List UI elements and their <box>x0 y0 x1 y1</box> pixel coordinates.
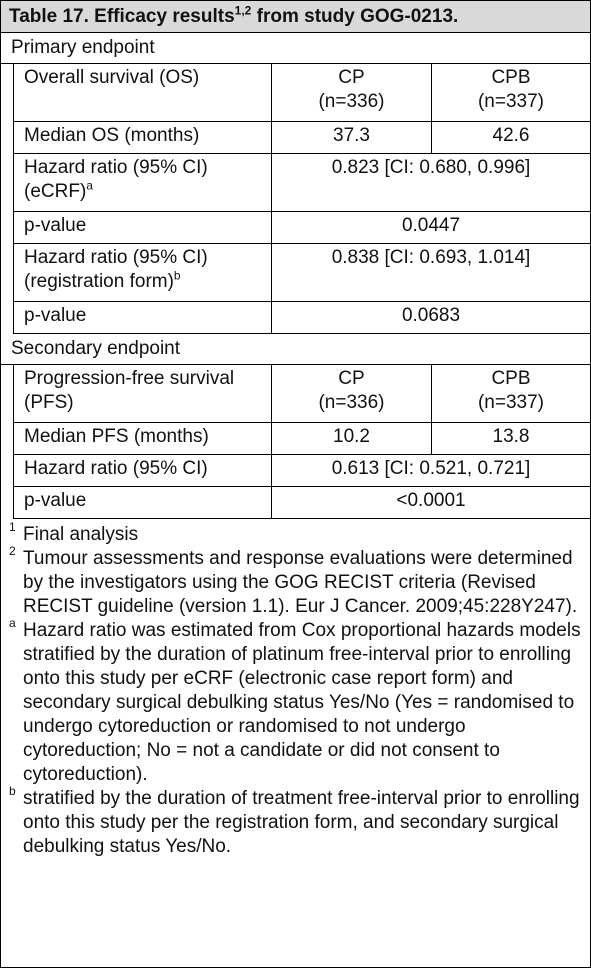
p-value-2: 0.0683 <box>401 305 461 326</box>
hr-ecrf-label-text: (eCRF) <box>24 181 87 202</box>
pfs-header-label <box>14 365 272 422</box>
footnote-1-text: Final analysis <box>23 524 139 545</box>
footnote-a-text: Hazard ratio was estimated from Cox proportional hazards models stratified by the duration of platinum free-interval prior to enrolling onto this study per eCRF (electronic case report form) and secondary surgical debulking status Yes/No (Yes = randomised to undergo cytoreduction or randomised to not undergo cytoreduction; No = not a candidate or did not consent to cytoreduction). <box>23 620 581 785</box>
pfs-header-label-line1: Progression-free survival <box>24 368 235 389</box>
p-value-1: 0.0447 <box>401 215 461 236</box>
os-header-label: Overall survival (OS) <box>14 64 272 121</box>
p-value-pfs-label: p-value <box>14 487 272 518</box>
footnote-a-mark: a <box>9 616 16 630</box>
median-pfs-cpb: 13.8 <box>492 426 530 447</box>
footnote-a <box>9 616 582 787</box>
p-value-row-1 <box>14 212 590 244</box>
footnote-2 <box>9 544 582 619</box>
hr-registration-footnote-mark: b <box>173 268 181 283</box>
p-value-pfs-row <box>14 487 590 519</box>
cpb-header-name: CPB <box>491 67 531 88</box>
hr-pfs-value: 0.613 [CI: 0.521, 0.721] <box>331 458 531 479</box>
footnote-1 <box>9 520 582 547</box>
pfs-cp-header-name: CP <box>338 368 365 389</box>
p-value-label-1: p-value <box>14 212 272 243</box>
hr-registration-value: 0.838 [CI: 0.693, 1.014] <box>331 247 531 268</box>
hr-ecrf-row <box>14 154 590 212</box>
footnote-1-mark: 1 <box>9 520 16 534</box>
pfs-cp-header-n: (n=336) <box>318 392 385 413</box>
p-value-pfs: <0.0001 <box>396 490 466 511</box>
hr-pfs-row <box>14 455 590 487</box>
pfs-header-row <box>14 365 590 423</box>
cpb-header <box>432 64 590 121</box>
median-os-label: Median OS (months) <box>14 122 272 153</box>
hr-registration-label <box>14 244 272 301</box>
hr-ecrf-label-line2 <box>24 180 265 204</box>
cp-header-n: (n=336) <box>318 91 385 112</box>
hr-pfs-label: Hazard ratio (95% CI) <box>14 455 272 486</box>
median-pfs-label: Median PFS (months) <box>14 423 272 454</box>
primary-endpoint-block <box>13 64 590 334</box>
pfs-cpb-header-n: (n=337) <box>477 392 545 413</box>
pfs-cp-header <box>272 365 432 422</box>
median-pfs-row <box>14 423 590 455</box>
footnote-b-mark: b <box>9 784 16 798</box>
pfs-cpb-header-name: CPB <box>491 368 531 389</box>
footnotes <box>1 519 590 859</box>
hr-ecrf-label <box>14 154 272 211</box>
median-pfs-cp: 10.2 <box>272 423 432 454</box>
table-title <box>1 1 590 33</box>
title-superscript: 1,2 <box>234 3 252 18</box>
p-value-row-2 <box>14 302 590 334</box>
pfs-header-label-line2: (PFS) <box>24 392 74 413</box>
hr-registration-label-line1: Hazard ratio (95% CI) <box>24 247 208 268</box>
footnote-b-text: stratified by the duration of treatment free-interval prior to enrolling onto this study per the registration form, and secondary surgical debulking status Yes/No. <box>23 788 580 857</box>
cp-header-name: CP <box>338 67 365 88</box>
cp-header <box>272 64 432 121</box>
os-header-row <box>14 64 590 122</box>
title-text: Table 17. Efficacy results <box>9 6 235 27</box>
secondary-endpoint-block <box>13 365 590 519</box>
title-suffix: from study GOG-0213. <box>251 6 459 27</box>
hr-ecrf-footnote-mark: a <box>86 178 93 193</box>
cpb-header-n: (n=337) <box>477 91 545 112</box>
hr-ecrf-value: 0.823 [CI: 0.680, 0.996] <box>331 157 531 178</box>
pfs-cpb-header <box>432 365 590 422</box>
median-os-cp: 37.3 <box>272 122 432 153</box>
hr-registration-row <box>14 244 590 302</box>
p-value-label-2: p-value <box>14 302 272 333</box>
primary-endpoint-header: Primary endpoint <box>1 33 590 64</box>
median-os-row <box>14 122 590 154</box>
median-os-cpb: 42.6 <box>492 125 530 146</box>
footnote-2-mark: 2 <box>9 544 16 558</box>
hr-ecrf-label-line1: Hazard ratio (95% CI) <box>24 157 208 178</box>
footnote-b <box>9 784 582 859</box>
hr-registration-label-line2 <box>24 270 265 294</box>
hr-registration-label-text: (registration form) <box>24 271 174 292</box>
footnote-2-text: Tumour assessments and response evaluations were determined by the investigators using the GOG RECIST criteria (Revised RECIST guideline (version 1.1). Eur J Cancer. 2009;45:228Y247). <box>23 548 578 617</box>
secondary-endpoint-header: Secondary endpoint <box>1 334 590 365</box>
